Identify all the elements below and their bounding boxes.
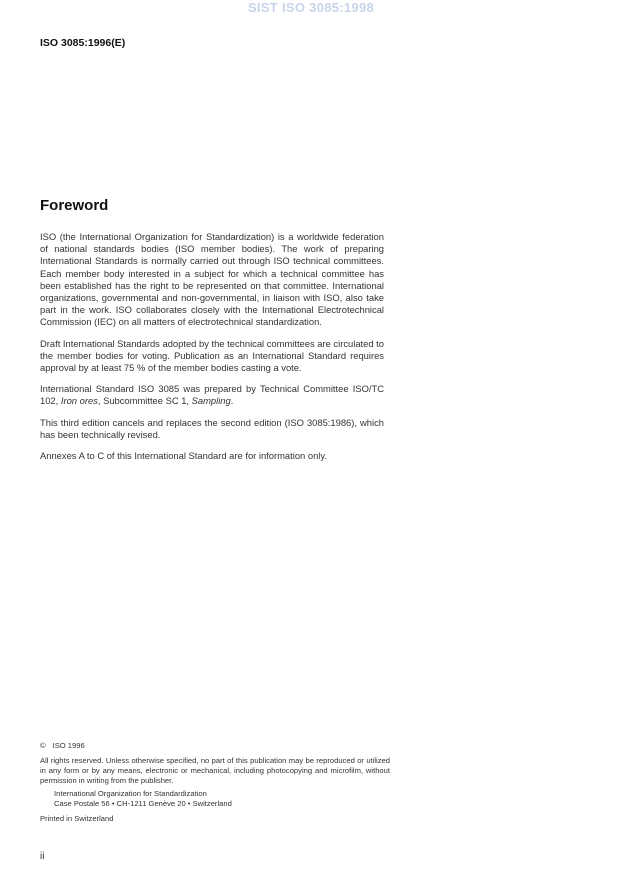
copyright-year-line xyxy=(40,741,390,751)
copyright-year: ISO 1996 xyxy=(52,741,85,750)
rights-statement: All rights reserved. Unless otherwise specified, no part of this publication may be reproduced or utilized in any form or by any means, electronic or mechanical, including photocopying and microfilm, without permission in writing from the publisher. xyxy=(40,756,390,785)
subcommittee-name: Sampling xyxy=(191,395,231,407)
copyright-block xyxy=(40,741,390,824)
copyright-icon: © xyxy=(40,741,46,750)
foreword-paragraph-5: Annexes A to C of this International Standard are for information only. xyxy=(40,450,327,462)
foreword-body xyxy=(40,231,384,471)
foreword-paragraph-3 xyxy=(40,383,384,407)
foreword-paragraph-4: This third edition cancels and replaces the second edition (ISO 3085:1986), which has been technically revised. xyxy=(40,416,384,440)
printed-in: Printed in Switzerland xyxy=(40,814,114,823)
foreword-paragraph-1: ISO (the International Organization for Standardization) is a worldwide federation of national standards bodies (ISO member bodies). The work of preparing International Standards is normally carried out through ISO technical committees. Each member body interested in a subject for which a technical committee has been established has the right to be represented on that committee. International organizations, governmental and non-governmental, in liaison with ISO, also take part in the work. ISO collaborates closely with the International Electrotechnical Commission (IEC) on all matters of electrotechnical standardization. xyxy=(40,231,384,328)
foreword-title: Foreword xyxy=(40,197,109,214)
p3-end-text: . xyxy=(230,395,234,407)
publisher-postal-address: Case Postale 56 • CH-1211 Genève 20 • Switzerland xyxy=(54,799,232,808)
p3-start-text: International Standard ISO 3085 was prepared by Technical Committee ISO/TC 102, xyxy=(40,383,384,407)
watermark: SIST ISO 3085:1998 xyxy=(247,0,375,15)
publisher-address xyxy=(40,789,390,809)
foreword-paragraph-2: Draft International Standards adopted by the technical committees are circulated to the member bodies for voting. Publication as an International Standard requires approval by at least 75 % of the member bodies casting a vote. xyxy=(40,337,384,374)
committee-name: Iron ores xyxy=(60,395,98,407)
p3-mid-text: , Subcommittee SC 1, xyxy=(97,395,192,407)
page-number: ii xyxy=(40,851,45,862)
document-id: ISO 3085:1996(E) xyxy=(40,37,126,49)
publisher-name: International Organization for Standardization xyxy=(54,789,207,798)
